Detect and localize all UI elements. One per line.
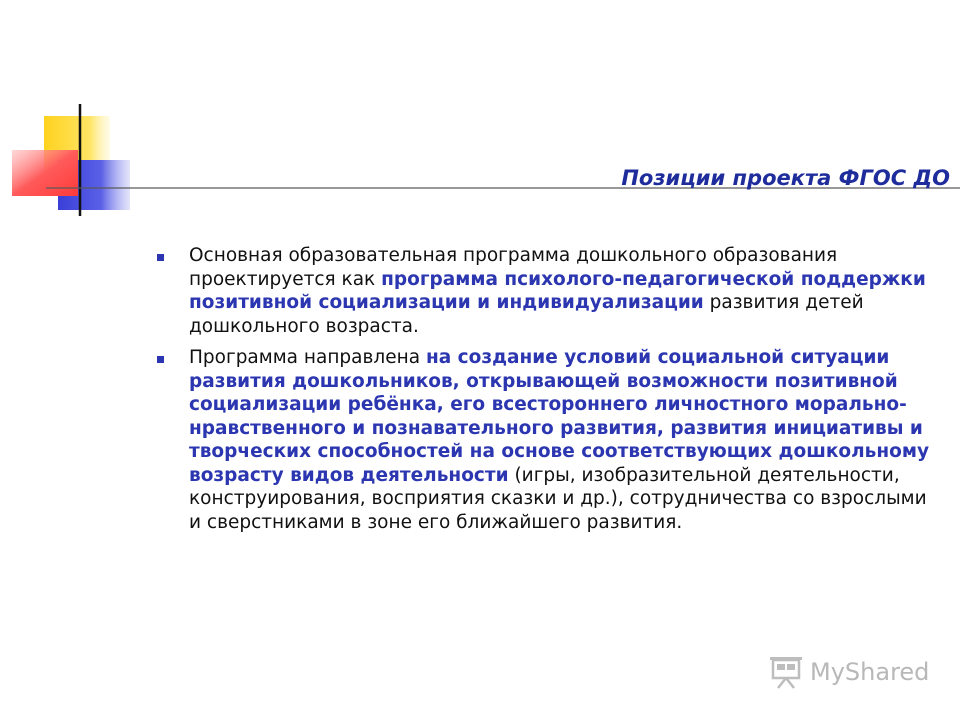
bullet-marker [157,254,164,261]
watermark [768,655,929,689]
text-segment: развития детей дошкольного возраста. [189,292,864,337]
text-segment: (игры, изобразительной деятельности, конструирования, восприятия сказки и др.), сотрудничества со взрослыми и сверстниками в зоне его ближайшего развития. [189,464,927,533]
highlight-segment: программа психолого-педагогической поддержки позитивной социализации и индивидуализации [189,268,926,313]
bullet-text [189,347,929,533]
bullet-text [189,245,926,337]
slide-title: Позиции проекта ФГОС ДО [621,166,950,190]
highlight-segment: на создание условий социальной ситуации развития дошкольников, открывающей возможности позитивной социализации ребёнка, его всестороннего личностного морально-нравственного и познавательного развития, развития инициативы и творческих способностей на основе соответствующих дошкольному возрасту видов деятельности [189,347,930,486]
bullet-list [154,244,944,542]
bullet-item [154,346,944,534]
watermark-text: MyShared [810,658,930,686]
bullet-item [154,244,944,338]
text-segment: Основная образовательная программа дошкольного образования проектируется как [189,245,838,290]
text-segment: Программа направлена [189,347,426,368]
bullet-marker [157,356,164,363]
projector-screen-icon [768,655,804,689]
red-square [12,150,78,196]
